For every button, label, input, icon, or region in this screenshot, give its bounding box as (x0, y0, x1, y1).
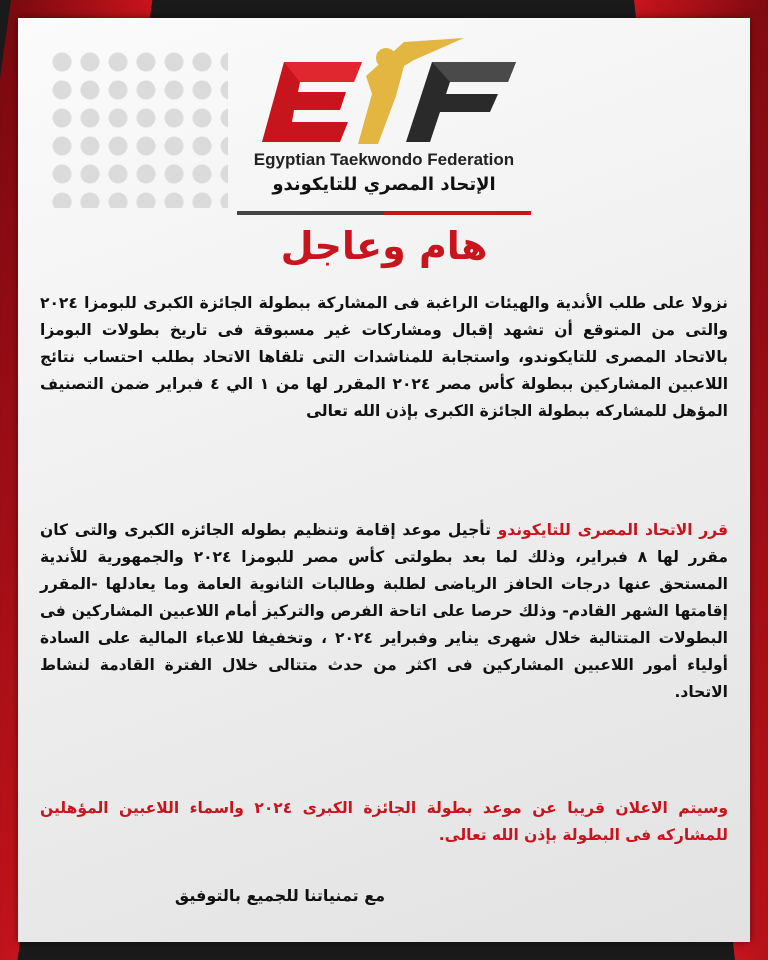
logo-letter-e (262, 62, 362, 142)
org-name-arabic: الإتحاد المصري للتايكوندو (272, 174, 496, 195)
closing-line: مع تمنياتنا للجميع بالتوفيق (174, 886, 386, 905)
paragraph-2-lead: قرر الاتحاد المصرى للتايكوندو (497, 521, 728, 539)
headline: هام وعاجل (280, 224, 488, 268)
paragraph-2 (40, 517, 728, 706)
paragraph-1: نزولا على طلب الأندية والهيئات الراغبة فى المشاركة ببطولة الجائزة الكبرى للبومزا ٢٠٢٤ والتى من المتوقع أن تشهد إقبال ومشاركات غير مسبوقة فى تاريخ بطولات البومزا بالاتحاد المصرى للتايكوندو، واستجابة للمناشدات التى تلقاها الاتحاد بطلب احتساب نتائج اللاعبين المشاركين ببطولة كأس مصر ٢٠٢٤ المقرر لها من ١ الي ٤ فبراير ضمن التصنيف المؤهل للمشاركه ببطولة الجائزة الكبرى بإذن الله تعالى (40, 294, 729, 420)
paragraph-3: وسيتم الاعلان قريبا عن موعد بطولة الجائزة الكبرى ٢٠٢٤ واسماء اللاعبين المؤهلين للمشاركه فى البطولة بإذن الله تعالى. (40, 799, 728, 844)
logo-letter-f (406, 62, 516, 142)
paragraph-2-body: تأجيل موعد إقامة وتنظيم بطوله الجائزه الكبرى والتى كان مقرر لها ٨ فبراير، وذلك لما بعد بطولتى كأس مصر للبومزا ٢٠٢٤ والجمهورية للأندية المستحق عنها درجات الحافز الرياضى لطلبة وطالبات الثانوية العامة وما يعادلها -المقرر إقامتها الشهر القادم- وذلك حرصا على اتاحة الفرص والتركيز أمام اللاعبين المشاركين فى البطولات المتتالية خلال شهرى يناير وفبراير ٢٠٢٤ ، وتخفيفا للاعباء المالية على السادة أولياء أمور اللاعبين المشاركين فى اكثر من حدث متتالى خلال الفترة القادمة لنشاط الاتحاد. (40, 521, 729, 701)
federation-logo (254, 36, 524, 156)
org-name-english: Egyptian Taekwondo Federation (253, 150, 515, 169)
header-divider (237, 211, 531, 215)
